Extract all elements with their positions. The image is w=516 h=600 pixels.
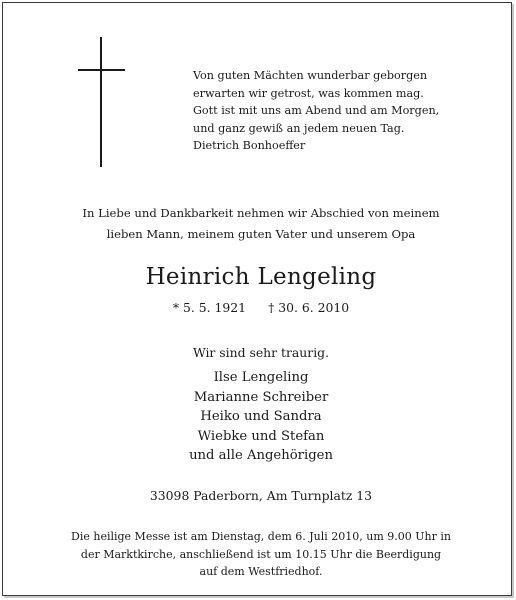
deceased-name: Heinrich Lengeling	[145, 264, 377, 290]
notice-line: auf dem Westfriedhof.	[199, 565, 323, 578]
cross-horizontal-bar	[78, 69, 125, 71]
mourning-statement: Wir sind sehr traurig.	[192, 345, 330, 360]
obituary-notice	[2, 2, 512, 596]
life-dates	[3, 299, 516, 317]
poem-quote	[193, 67, 439, 155]
intro-line: In Liebe und Dankbarkeit nehmen wir Abschied von meinem	[82, 206, 440, 220]
mourner-name: Marianne Schreiber	[193, 389, 329, 405]
cross-vertical-bar	[100, 37, 102, 167]
notice-line: der Marktkirche, anschließend ist um 10.15 Uhr die Beerdigung	[80, 547, 442, 561]
poem-line: Von guten Mächten wunderbar geborgen	[193, 69, 428, 82]
poem-line: und ganz gewiß an jedem neuen Tag.	[193, 121, 405, 135]
poem-author: Dietrich Bonhoeffer	[193, 139, 306, 152]
mourner-name: Ilse Lengeling	[213, 370, 309, 385]
farewell-intro	[3, 203, 516, 245]
mourners-list	[3, 368, 516, 466]
mourner-name: Wiebke und Stefan	[197, 428, 325, 444]
poem-line: Gott ist mit uns am Abend und am Morgen,	[193, 104, 440, 117]
mourner-name: und alle Angehörigen	[189, 448, 333, 464]
intro-line: lieben Mann, meinem guten Vater und unserem Opa	[106, 227, 416, 241]
family-address: 33098 Paderborn, Am Turnplatz 13	[149, 488, 373, 503]
funeral-notice	[3, 528, 516, 581]
mourner-name: Heiko und Sandra	[200, 409, 322, 425]
birth-date: * 5. 5. 1921	[172, 300, 247, 315]
death-date: † 30. 6. 2010	[268, 300, 350, 315]
notice-line: Die heilige Messe ist am Dienstag, dem 6. Juli 2010, um 9.00 Uhr in	[71, 530, 451, 543]
poem-line: erwarten wir getrost, was kommen mag.	[193, 86, 424, 100]
